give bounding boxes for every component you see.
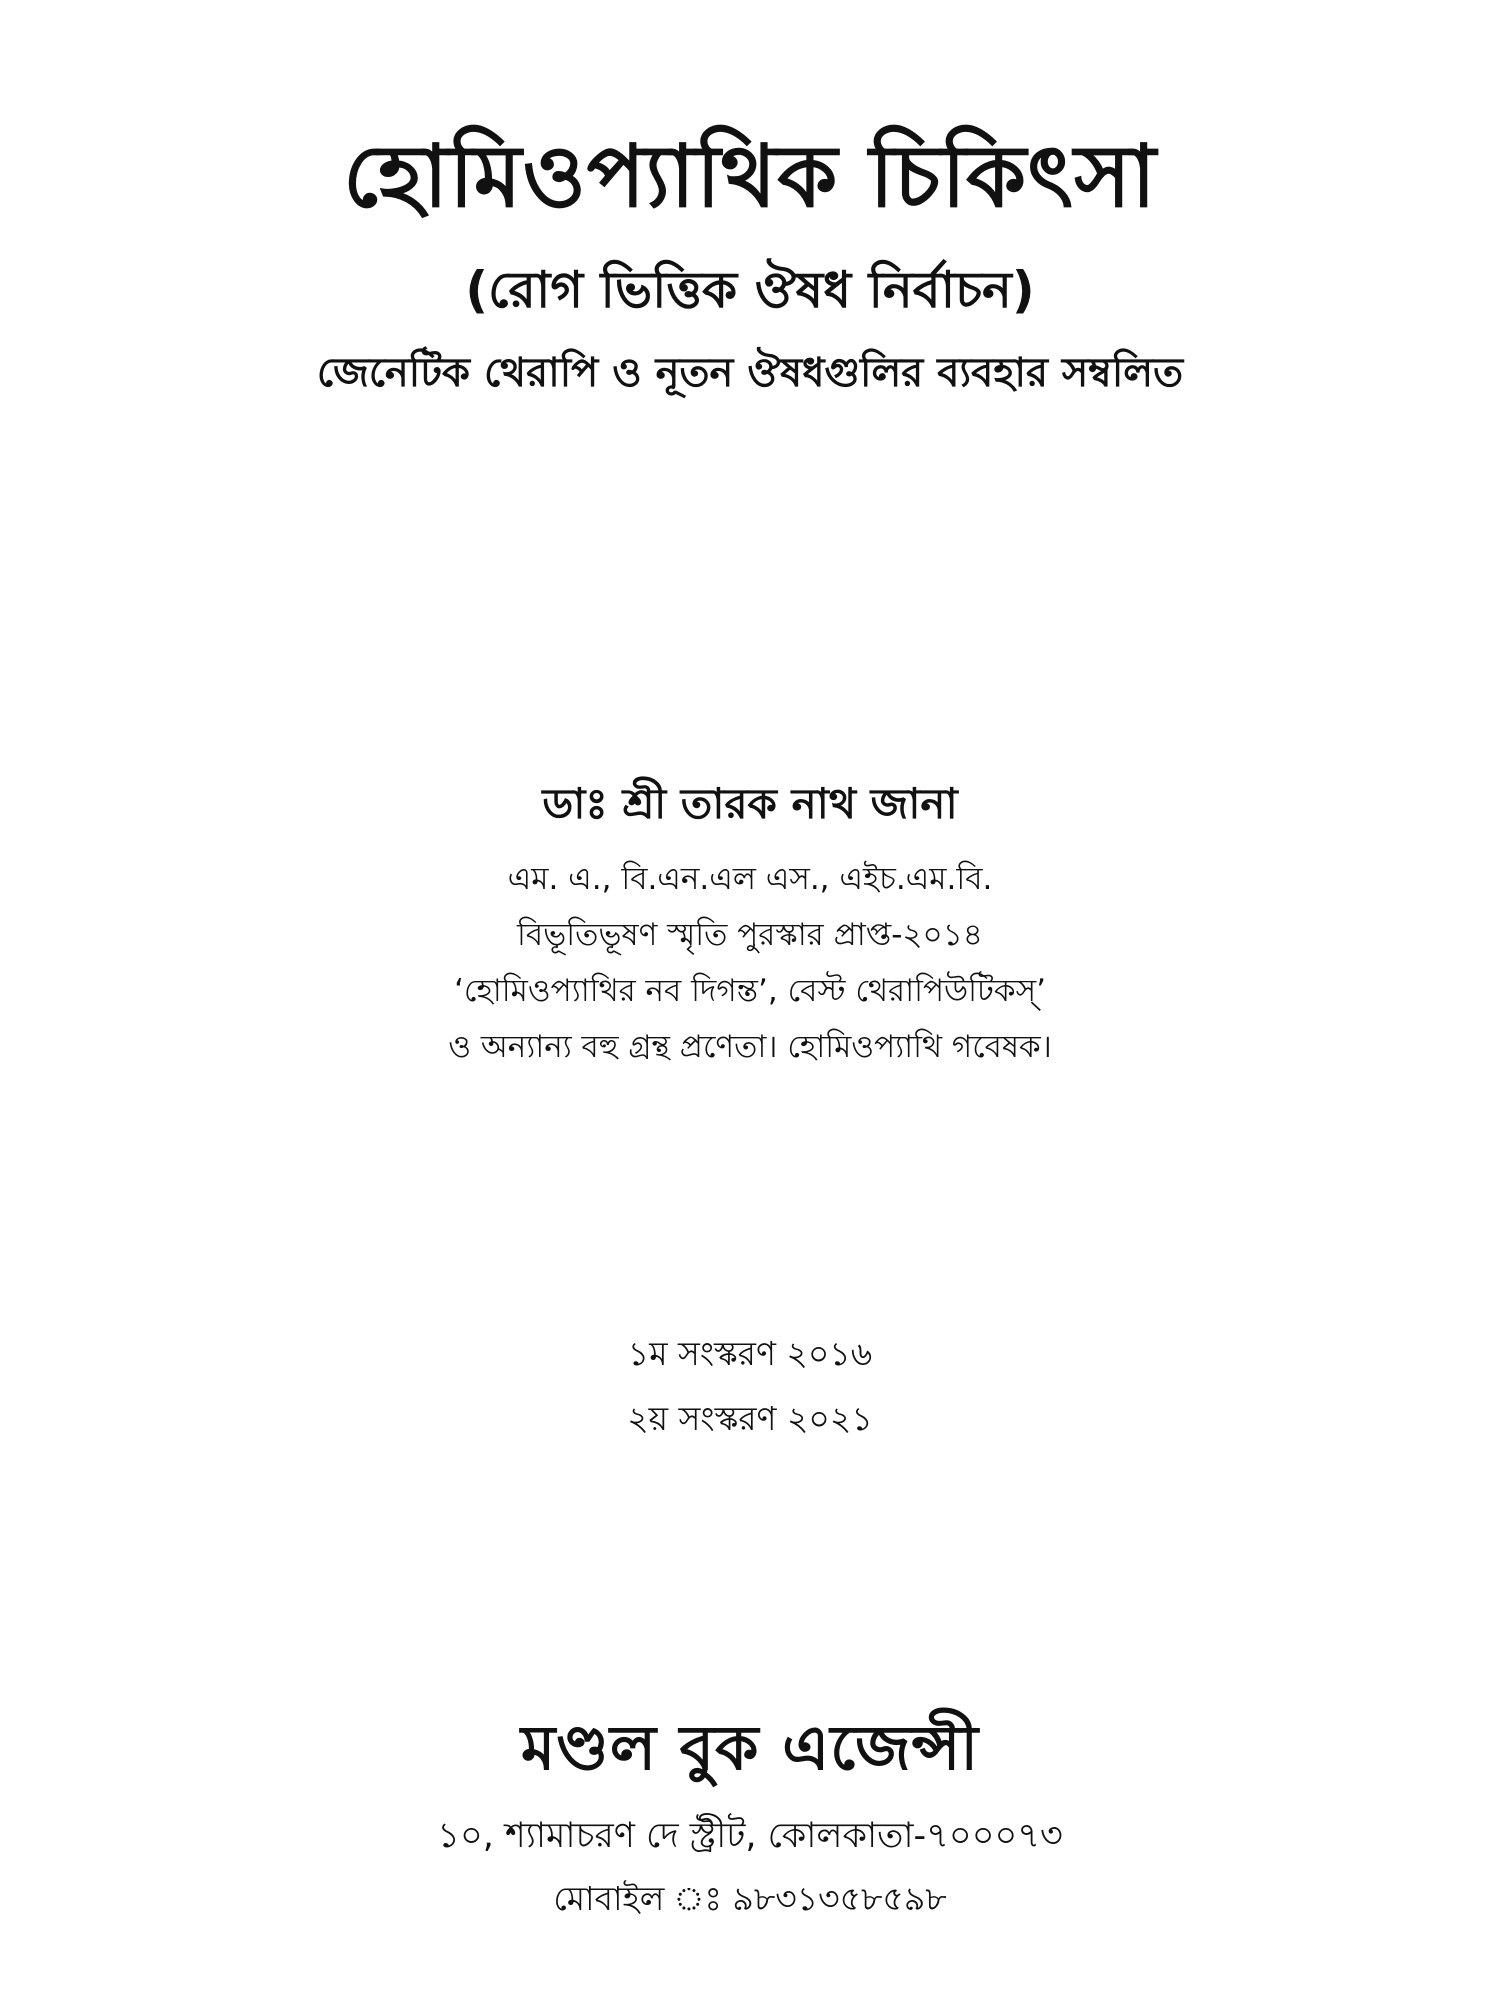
author-award: বিভূতিভূষণ স্মৃতি পুরস্কার প্রাপ্ত-২০১৪: [517, 917, 983, 953]
publisher-name: মণ্ডল বুক এজেন্সী: [520, 1711, 980, 1784]
book-tagline: জেনেটিক থেরাপি ও নূতন ঔষধগুলির ব্যবহার সম্বলিত: [316, 350, 1184, 396]
edition-second: ২য় সংস্করণ ২০২১: [627, 1399, 873, 1438]
book-subtitle: (রোগ ভিত্তিক ঔষধ নির্বাচন): [465, 261, 1035, 319]
author-description: ও অন্যান্য বহু গ্রন্থ প্রণেতা। হোমিওপ্যাথি গবেষক।: [448, 1029, 1052, 1065]
author-name: ডাঃ শ্রী তারক নাথ জানা: [542, 779, 958, 828]
author-degrees: এম. এ., বি.এন.এল এস., এইচ.এম.বি.: [507, 861, 993, 897]
book-title: হোমিওপ্যাথিক চিকিৎসা: [343, 127, 1157, 227]
author-works: ‘হোমিওপ্যাথির নব দিগন্ত’, বেস্ট থেরাপিউটিকস্’: [454, 973, 1046, 1009]
publisher-mobile: মোবাইল ঃ ৯৮৩১৩৫৮৫৯৮: [553, 1879, 947, 1918]
publisher-address: ১০, শ্যামাচরণ দে স্ট্রীট, কোলকাতা-৭০০০৭৩: [437, 1816, 1063, 1856]
edition-first: ১ম সংস্করণ ২০১৬: [627, 1334, 873, 1373]
